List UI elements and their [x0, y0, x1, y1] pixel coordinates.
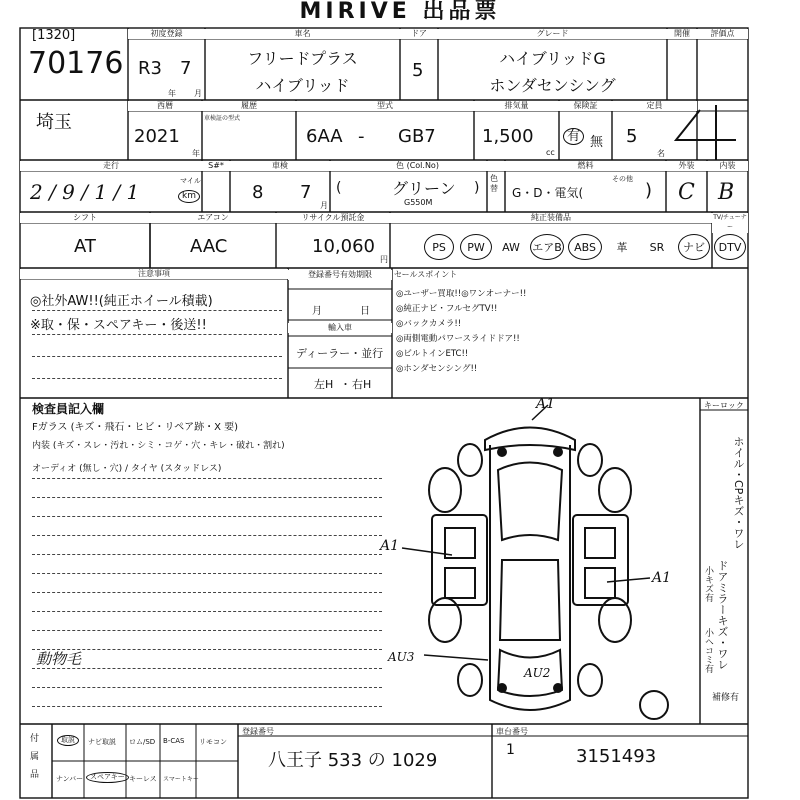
sales-point-1: ◎ユーザー買取!!◎ワンオーナー!! — [396, 289, 527, 299]
sales-point-2: ◎純正ナビ・フルセグTV!! — [396, 304, 498, 314]
reg-number: 八王子 533 の 1029 — [268, 750, 438, 771]
grade-line2: ホンダセンシング — [489, 76, 616, 95]
model-code: GB7 — [398, 126, 436, 147]
color-paren-close: ) — [474, 180, 480, 196]
inspector-rule-6 — [32, 573, 382, 574]
fuel-close: ) — [645, 180, 653, 201]
acc-smart-key: スマートキー — [163, 776, 199, 783]
label-capacity: 定員 — [612, 101, 697, 111]
label-reg-number: 登録番号 — [242, 727, 274, 736]
first-reg-month-unit: 月 — [194, 89, 202, 98]
label-insurance: 保険証 — [559, 101, 612, 111]
inspector-rule-11 — [32, 668, 382, 669]
recycle-unit: 円 — [380, 255, 388, 264]
color-paren-open: ( — [336, 180, 342, 196]
mark-rear: AU2 — [524, 666, 551, 680]
sales-point-6: ◎ホンダセンシング!! — [396, 364, 478, 374]
inspector-handwritten: 動物毛 — [36, 650, 82, 668]
acc-keyless: キーレス — [129, 775, 157, 783]
caution-rule-3 — [32, 356, 282, 357]
caution-line-1: ◎社外AW!!(純正ホイール積載) — [30, 294, 213, 309]
label-color: 色 (Col.No) — [330, 161, 505, 171]
inspector-rule-10 — [32, 649, 382, 650]
doors-value: 5 — [412, 60, 424, 81]
recycle-value: 10,060 — [312, 236, 375, 257]
import-right: 右H — [352, 378, 372, 391]
inspector-rule-8 — [32, 611, 382, 612]
mark-right: A1 — [652, 570, 672, 586]
first-reg-era: R3 — [138, 58, 162, 79]
label-door: ドア — [400, 29, 438, 39]
equip-ps: PS — [424, 234, 454, 260]
inspection-year: 8 — [252, 182, 264, 203]
label-score: 評価点 — [697, 29, 748, 39]
insurance-no: 無 — [590, 135, 604, 150]
label-sales-points: セールスポイント — [394, 270, 458, 279]
acc-manual: 取説 — [57, 735, 79, 746]
reg-expiry-day: 日 — [360, 306, 370, 317]
grade-line1: ハイブリッドG — [499, 49, 606, 68]
import-sep: ・ — [340, 378, 351, 391]
lot-number: 70176 — [28, 46, 124, 81]
acc-remote: リモコン — [199, 738, 227, 746]
model-sep: - — [358, 126, 365, 147]
first-reg-month: 7 — [180, 58, 192, 79]
exterior-grade: C — [678, 180, 695, 205]
equip-sunroof: SR — [649, 240, 665, 254]
mark-left: A1 — [380, 538, 400, 554]
caution-rule-2 — [32, 334, 282, 335]
label-grade: グレード — [438, 29, 667, 39]
acc-spare-key: スペアキー — [86, 772, 129, 783]
equip-pw: PW — [460, 234, 492, 260]
label-displacement: 排気量 — [474, 101, 559, 111]
chassis-number: 3151493 — [576, 746, 657, 767]
year-unit: 年 — [192, 149, 200, 158]
label-first-reg: 初度登録 — [128, 29, 205, 39]
aircon-value: AAC — [190, 236, 228, 257]
inspector-rule-2 — [32, 497, 382, 498]
import-dealer: ディーラー・並行 — [296, 347, 384, 360]
sales-point-5: ◎ビルトインETC!! — [396, 349, 469, 359]
fuel-options: G・D・電気( — [512, 186, 584, 200]
label-cautions: 注意事項 — [20, 269, 288, 279]
label-model: 型式 — [296, 101, 474, 111]
inspector-rule-5 — [32, 554, 382, 555]
label-import: 輸入車 — [288, 323, 392, 333]
acc-plate: ナンバー — [56, 775, 84, 783]
label-accessories: 付属品 — [30, 734, 40, 780]
inspector-rule-9 — [32, 630, 382, 631]
inspection-month: 7 — [300, 182, 312, 203]
inspector-interior: 内装 (キズ・スレ・汚れ・シミ・コゲ・穴・キレ・破れ・割れ) — [32, 441, 285, 451]
label-reg-expiry: 登録番号有効期限 — [288, 270, 392, 280]
score-four-stroke — [676, 105, 736, 160]
year-value: 2021 — [134, 126, 180, 147]
inspector-audio: オーディオ (無し・穴) / タイヤ (スタッドレス) — [32, 464, 222, 474]
label-equipment: 純正装備品 — [390, 213, 712, 223]
inspector-rule-1 — [32, 478, 382, 479]
model-prefix: 6AA — [306, 126, 343, 147]
sheet-title: MIRIVE 出品票 — [299, 0, 501, 24]
label-inspector: 検査員記入欄 — [32, 402, 105, 416]
equip-dtv: DTV — [714, 234, 746, 260]
displacement-unit: cc — [546, 148, 555, 157]
equip-abs: ABS — [568, 234, 602, 260]
color-change-label: 色替 — [490, 174, 498, 193]
label-shift: シフト — [20, 213, 150, 223]
inspector-rule-3 — [32, 516, 382, 517]
inspector-rule-12 — [32, 687, 382, 688]
label-history: 履歴 — [202, 101, 296, 111]
insurance-yes: 有 — [563, 128, 584, 145]
label-auction: 開催 — [667, 29, 697, 39]
displacement-value: 1,500 — [482, 126, 534, 147]
label-recycle: リサイクル預託金 — [276, 213, 390, 223]
side-text-3a: 小キズ有 — [703, 566, 713, 602]
mileage-unit-mile: マイル — [180, 177, 201, 185]
label-interior: 内装 — [707, 161, 748, 171]
color-name: グリーン — [392, 179, 456, 198]
caution-line-2: ※取・保・スペアキー・後送!! — [30, 318, 207, 333]
interior-grade: B — [718, 180, 735, 205]
mileage-unit-km: km — [178, 190, 200, 203]
sales-point-4: ◎両側電動パワースライドドア!! — [396, 334, 520, 344]
label-history-note: 車検証の型式 — [204, 115, 241, 122]
label-key-lock: キーロック — [704, 401, 744, 410]
capacity-value: 5 — [626, 126, 638, 147]
acc-bcas: B-CAS — [163, 737, 185, 745]
sales-point-3: ◎バックカメラ!! — [396, 319, 462, 329]
label-chassis: 車台番号 — [496, 727, 528, 736]
chassis-mark: 1 — [506, 742, 515, 758]
label-fuel: 燃料 — [505, 161, 666, 171]
reg-expiry-month: 月 — [312, 306, 322, 317]
car-name-line2: ハイブリッド — [255, 76, 350, 95]
acc-rom-sd: ロム/SD — [129, 738, 156, 746]
acc-navi-manual: ナビ取説 — [88, 738, 116, 746]
label-car-name: 車名 — [205, 29, 400, 39]
car-name-line1: フリードプラス — [247, 49, 358, 68]
label-inspection: 車検 — [230, 161, 330, 171]
first-reg-year-unit: 年 — [168, 89, 176, 98]
label-sharp: S#* — [202, 161, 230, 171]
capacity-unit: 名 — [657, 149, 665, 158]
color-code: G550M — [404, 198, 433, 207]
inspector-rule-4 — [32, 535, 382, 536]
score-value: 4 — [744, 140, 745, 141]
caution-rule-4 — [32, 378, 282, 379]
inspector-glass: Fガラス (キズ・飛石・ヒビ・リペア跡・X 要) — [32, 422, 239, 433]
label-year: 西暦 — [128, 101, 202, 111]
inspector-rule-13 — [32, 706, 382, 707]
label-aircon: エアコン — [150, 213, 276, 223]
region: 埼玉 — [36, 112, 72, 133]
equip-airbag: エアB — [530, 234, 564, 260]
mark-rear-left: AU3 — [388, 650, 415, 664]
label-exterior: 外装 — [666, 161, 707, 171]
side-text-1: ホイル・CPキズ・ワレ — [732, 436, 745, 550]
equip-aw: AW — [502, 240, 520, 254]
import-left: 左H — [314, 378, 334, 391]
shift-value: AT — [74, 236, 96, 257]
fuel-other: その他 — [612, 175, 633, 183]
equip-navi: ナビ — [678, 234, 710, 260]
side-text-3c: 補修有 — [712, 693, 740, 703]
equip-leather: 革 — [616, 241, 628, 254]
inspector-rule-7 — [32, 592, 382, 593]
lot-code: [1320] — [32, 28, 76, 43]
inspection-month-unit: 月 — [320, 201, 328, 210]
side-text-2: ドアミラーキズ・ワレ — [716, 560, 729, 670]
label-navi-type: TV/チューナー — [713, 214, 747, 231]
label-mileage: 走行 — [20, 161, 202, 171]
mileage-digits: 2 / 9 / 1 / 1 — [30, 180, 140, 204]
side-text-3b: 小ヘコミ有 — [703, 628, 713, 673]
mark-top: A1 — [536, 396, 556, 412]
caution-rule-1 — [32, 310, 282, 311]
